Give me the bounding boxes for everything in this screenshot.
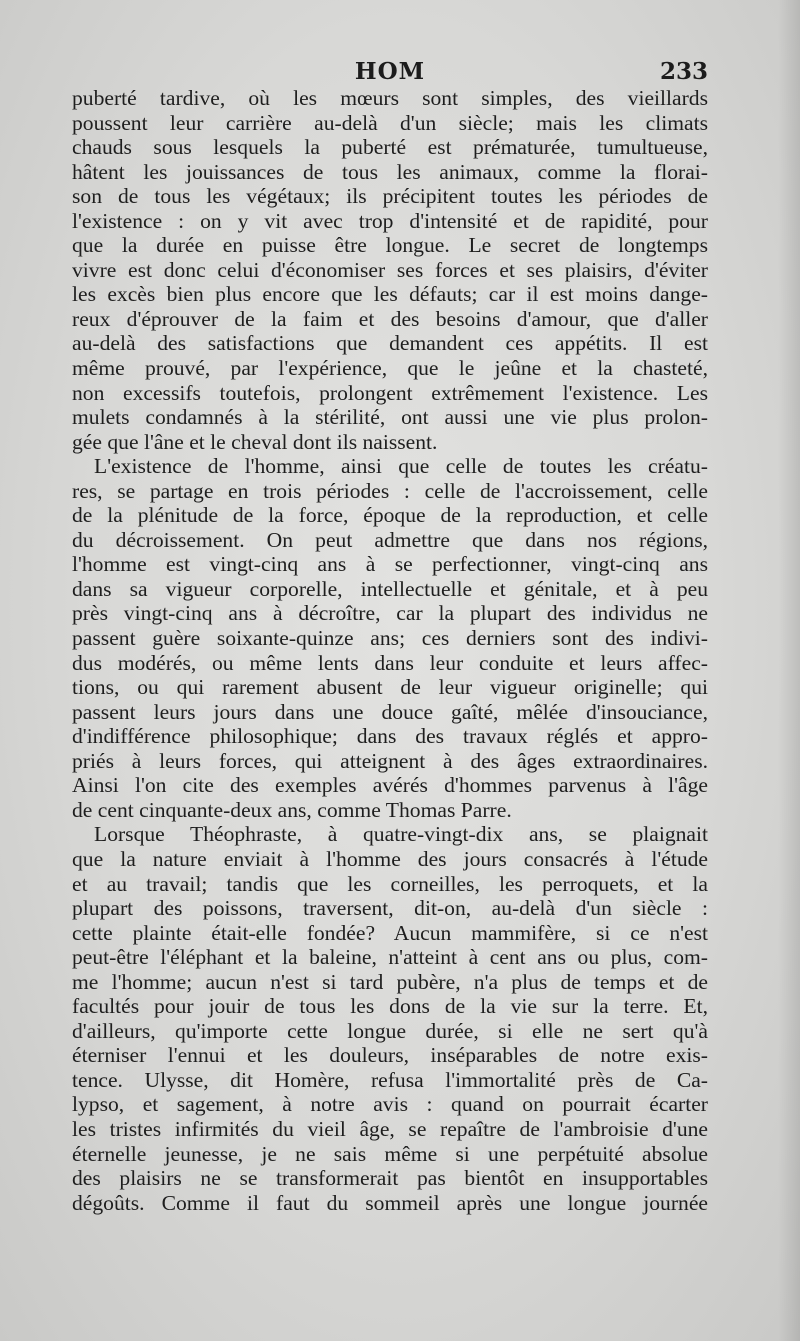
paragraph-first-line: L'existence de l'homme, ainsi que celle de toutes les créatu-: [94, 454, 708, 479]
text-line: de la plénitude de la force, époque de la reproduction, et celle: [72, 503, 708, 528]
page-edge-shadow: [778, 0, 800, 1341]
running-head: HOM: [354, 58, 426, 85]
text-line: chauds sous lesquels la puberté est prématurée, tumultueuse,: [72, 135, 708, 160]
text-line: dans sa vigueur corporelle, intellectuelle et génitale, et à peu: [72, 576, 708, 601]
text-line: vivre est donc celui d'économiser ses forces et ses plaisirs, d'éviter: [72, 257, 708, 282]
text-line: plupart des poissons, traversent, dit-on, au-delà d'un siècle :: [72, 896, 708, 921]
text-line: passent leurs jours dans une douce gaîté, mêlée d'insouciance,: [72, 699, 708, 724]
text-line: poussent leur carrière au-delà d'un siècle; mais les climats: [72, 110, 708, 135]
text-line: hâtent les jouissances de tous les animaux, comme la florai-: [72, 159, 708, 184]
text-line: res, se partage en trois périodes : celle de l'accroissement, celle: [72, 478, 708, 503]
text-line: dus modérés, ou même lents dans leur conduite et leurs affec-: [72, 650, 708, 675]
text-line: les excès bien plus encore que les défauts; car il est moins dange-: [72, 282, 708, 307]
text-line: des plaisirs ne se transformerait pas bientôt en insupportables: [72, 1166, 708, 1191]
text-line: d'ailleurs, qu'importe cette longue durée, si elle ne sert qu'à: [72, 1018, 708, 1043]
text-line: dégoûts. Comme il faut du sommeil après une longue journée: [72, 1190, 708, 1215]
text-line: mulets condamnés à la stérilité, ont aussi une vie plus prolon-: [72, 405, 708, 430]
text-line: Ainsi l'on cite des exemples avérés d'hommes parvenus à l'âge: [72, 773, 708, 798]
text-line: au-delà des satisfactions que demandent ces appétits. Il est: [72, 331, 708, 356]
text-line: non excessifs toutefois, prolongent extrêmement l'existence. Les: [72, 380, 708, 405]
text-line: cette plainte était-elle fondée? Aucun mammifère, si ce n'est: [72, 920, 708, 945]
text-line: tence. Ulysse, dit Homère, refusa l'immortalité près de Ca-: [72, 1067, 708, 1092]
text-line: d'indifférence philosophique; dans des travaux réglés et appro-: [72, 724, 708, 749]
text-line: même prouvé, par l'expérience, que le jeûne et la chasteté,: [72, 356, 708, 381]
text-line: que la nature enviait à l'homme des jours consacrés à l'étude: [72, 846, 708, 871]
page-number: 233: [659, 58, 708, 85]
text-line: l'homme est vingt-cinq ans à se perfectionner, vingt-cinq ans: [72, 552, 708, 577]
text-line: lypso, et sagement, à notre avis : quand on pourrait écarter: [72, 1092, 708, 1117]
text-line: les tristes infirmités du vieil âge, se repaître de l'ambroisie d'une: [72, 1116, 708, 1141]
text-line: l'existence : on y vit avec trop d'intensité et de rapidité, pour: [72, 208, 708, 233]
text-line: son de tous les végétaux; ils précipitent toutes les périodes de: [72, 184, 708, 209]
text-line: passent guère soixante-quinze ans; ces derniers sont des indivi-: [72, 626, 708, 651]
text-line: peut-être l'éléphant et la baleine, n'atteint à cent ans ou plus, com-: [72, 945, 708, 970]
text-line: du décroissement. On peut admettre que dans nos régions,: [72, 527, 708, 552]
paragraph-last-line: de cent cinquante-deux ans, comme Thomas Parre.: [72, 797, 512, 822]
text-line: puberté tardive, où les mœurs sont simples, des vieillards: [72, 86, 708, 110]
body-text: [72, 86, 708, 1215]
text-line: priés à leurs forces, qui atteignent à des âges extraordinaires.: [72, 748, 708, 773]
text-line: tions, ou qui rarement abusent de leur vigueur originelle; qui: [72, 675, 708, 700]
text-line: éternelle jeunesse, je ne sais même si une perpétuité absolue: [72, 1141, 708, 1166]
text-line: me l'homme; aucun n'est si tard pubère, n'a plus de temps et de: [72, 969, 708, 994]
text-line: facultés pour jouir de tous les dons de la vie sur la terre. Et,: [72, 994, 708, 1019]
text-line: et au travail; tandis que les corneilles, les perroquets, et la: [72, 871, 708, 896]
text-line: reux d'éprouver de la faim et des besoins d'amour, que d'aller: [72, 306, 708, 331]
paragraph-last-line: gée que l'âne et le cheval dont ils naissent.: [72, 429, 438, 454]
text-line: éterniser l'ennui et les douleurs, inséparables de notre exis-: [72, 1043, 708, 1068]
text-line: près vingt-cinq ans à décroître, car la plupart des individus ne: [72, 601, 708, 626]
text-line: que la durée en puisse être longue. Le secret de longtemps: [72, 233, 708, 258]
paragraph-first-line: Lorsque Théophraste, à quatre-vingt-dix ans, se plaignait: [94, 822, 708, 847]
page-header: [72, 58, 708, 88]
